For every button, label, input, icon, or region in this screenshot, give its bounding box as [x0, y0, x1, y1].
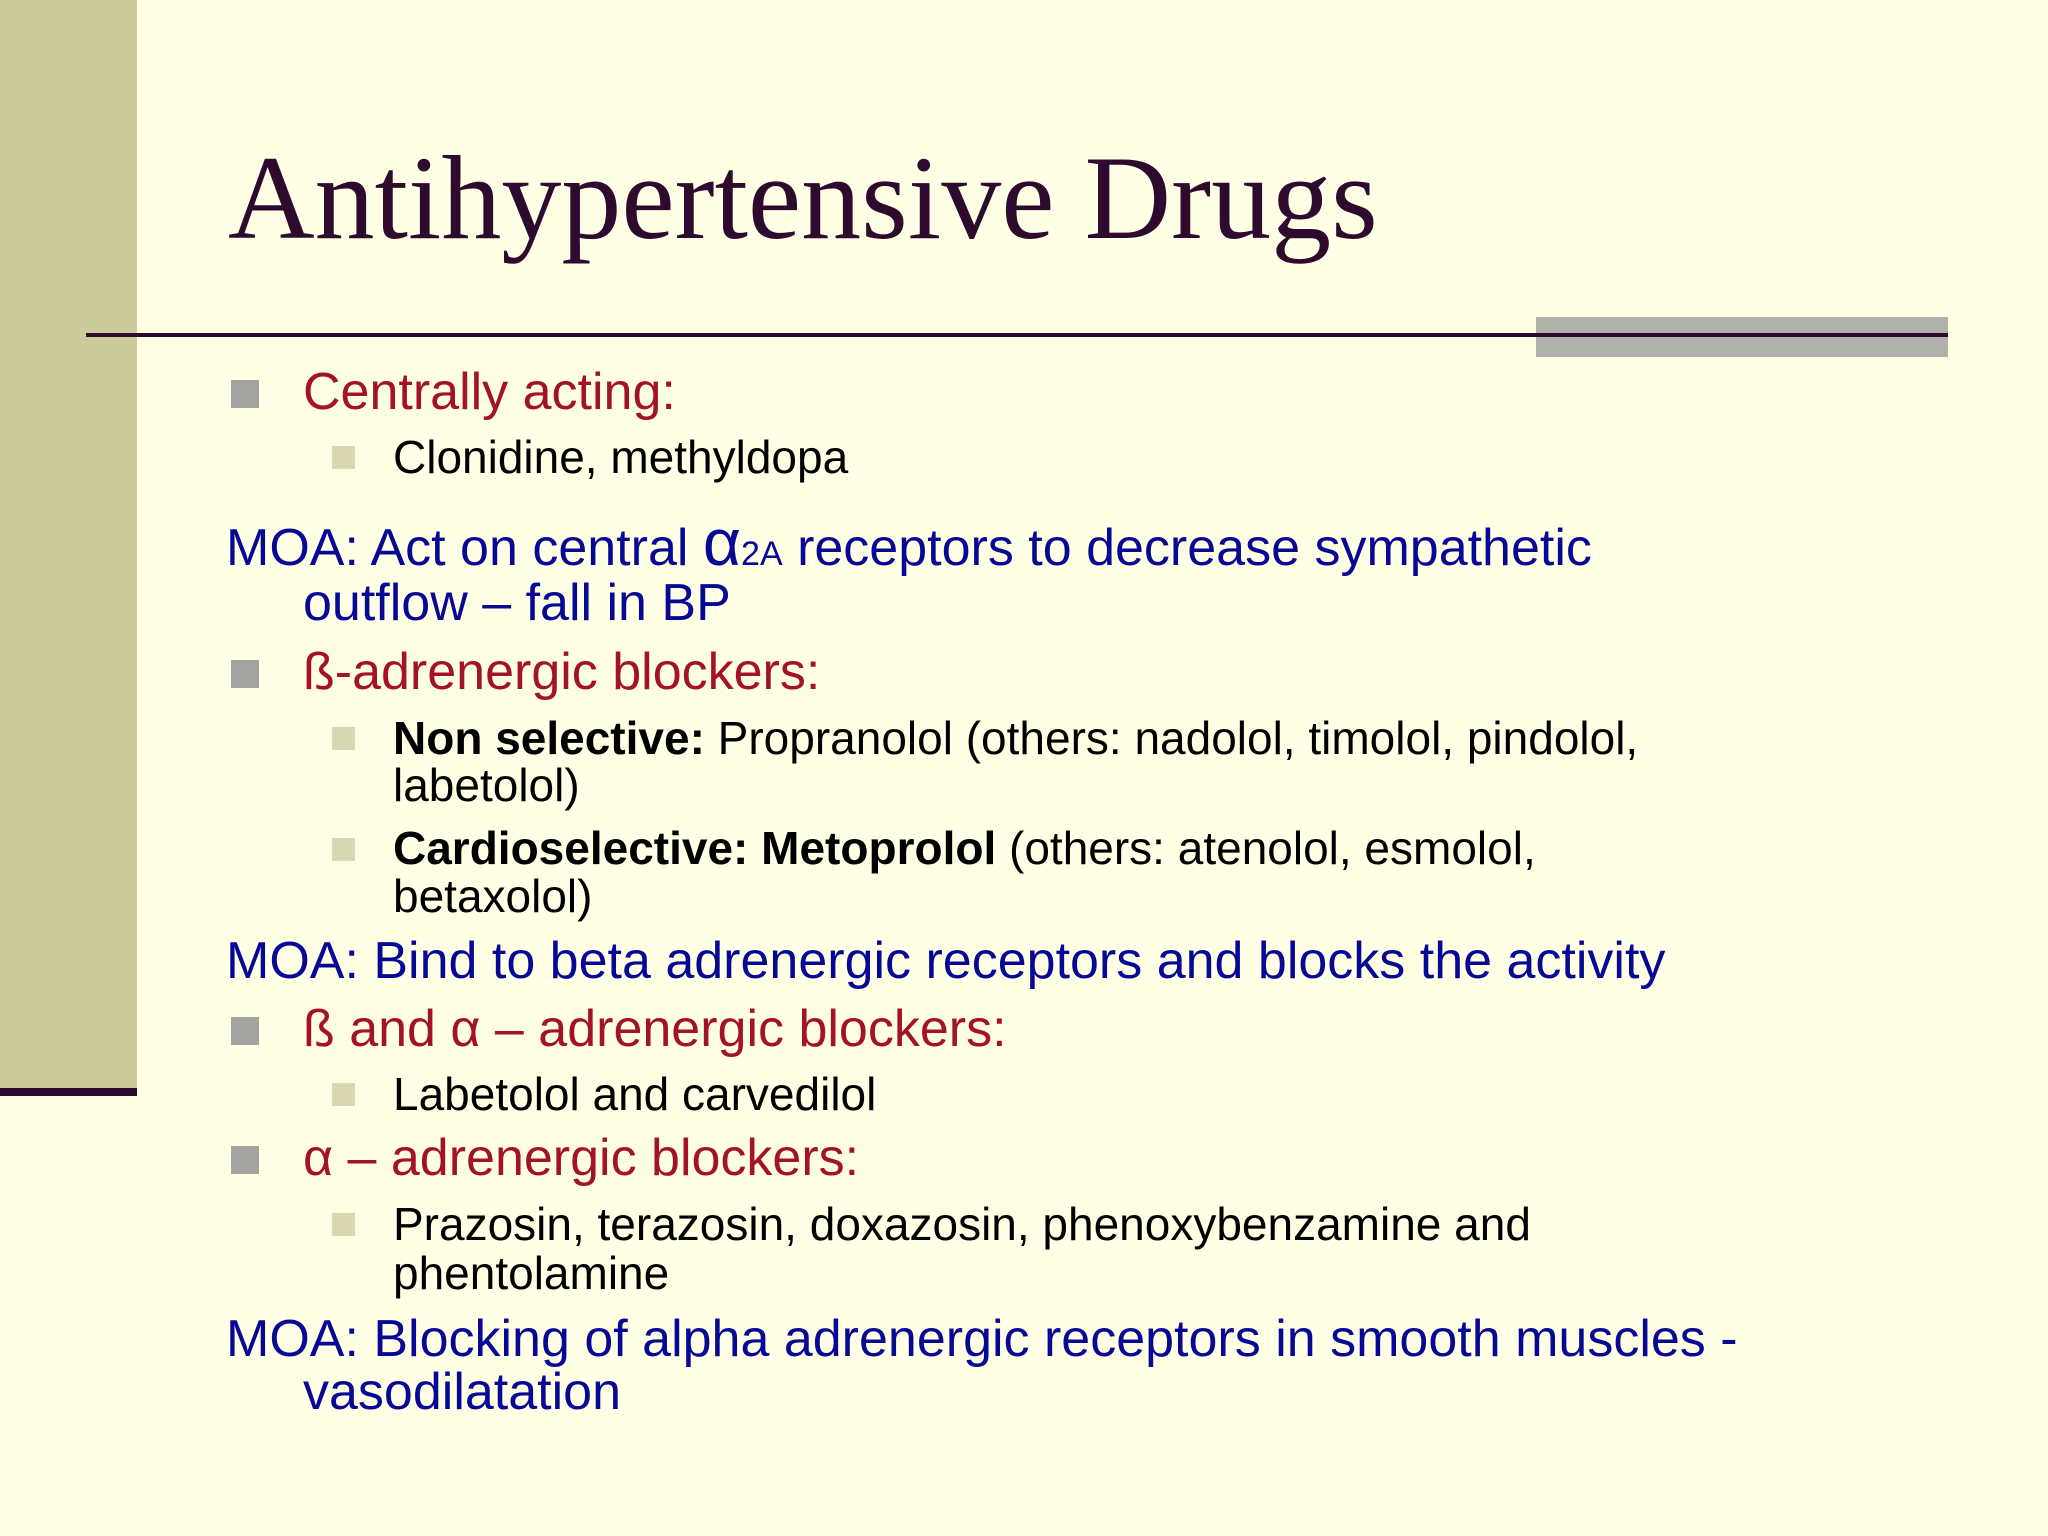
- moa-central-prefix: MOA: Act on central: [226, 519, 703, 577]
- sub-bullet-square-icon: [332, 446, 355, 469]
- alpha-symbol: α: [702, 505, 742, 579]
- title-rule-accent: [1536, 317, 1948, 357]
- item-prazosin: Prazosin, terazosin, doxazosin, phenoxybenzamine and: [393, 1198, 1531, 1250]
- item-cardioselective-text: (others: atenolol, esmolol,: [996, 822, 1536, 874]
- item-prazosin-line2: phentolamine: [393, 1247, 670, 1299]
- moa-alpha-line2: vasodilatation: [303, 1363, 621, 1421]
- item-cardioselective: [393, 823, 1536, 873]
- item-cardioselective-label: Cardioselective: Metoprolol: [393, 822, 997, 874]
- moa-beta: MOA: Bind to beta adrenergic receptors and blocks the activity: [226, 932, 1666, 990]
- heading-beta-blockers: ß-adrenergic blockers:: [303, 643, 821, 701]
- slide-title: Antihypertensive Drugs: [228, 131, 1378, 264]
- item-non-selective-text: Propranolol (others: nadolol, timolol, pindolol,: [704, 712, 1639, 764]
- sub-bullet-square-icon: [332, 727, 355, 750]
- heading-centrally-acting: Centrally acting:: [303, 363, 676, 421]
- moa-central-suffix: receptors to decrease sympathetic: [782, 519, 1592, 577]
- bullet-square-icon: [231, 1146, 259, 1174]
- moa-central-line2: outflow – fall in BP: [303, 574, 731, 632]
- item-labetolol-carvedilol: Labetolol and carvedilol: [393, 1068, 877, 1120]
- sub-bullet-square-icon: [332, 838, 355, 861]
- sub-bullet-square-icon: [332, 1083, 355, 1106]
- bullet-square-icon: [231, 1017, 259, 1045]
- sub-bullet-square-icon: [332, 1213, 355, 1236]
- bullet-square-icon: [231, 380, 259, 408]
- item-cardioselective-line2: betaxolol): [393, 870, 593, 922]
- left-accent-underline: [0, 1088, 137, 1096]
- item-clonidine: Clonidine, methyldopa: [393, 431, 849, 483]
- title-rule: [86, 333, 1948, 337]
- item-non-selective-label: Non selective:: [393, 712, 705, 764]
- heading-alpha-blockers: α – adrenergic blockers:: [303, 1129, 860, 1187]
- heading-beta-alpha-blockers: ß and α – adrenergic blockers:: [303, 1000, 1007, 1058]
- moa-alpha: MOA: Blocking of alpha adrenergic receptors in smooth muscles -: [226, 1310, 1738, 1368]
- item-non-selective-line2: labetolol): [393, 759, 580, 811]
- left-accent-bar: [0, 0, 137, 1088]
- bullet-square-icon: [231, 660, 259, 688]
- item-non-selective: [393, 713, 1638, 763]
- alpha-subscript: 2A: [741, 535, 783, 573]
